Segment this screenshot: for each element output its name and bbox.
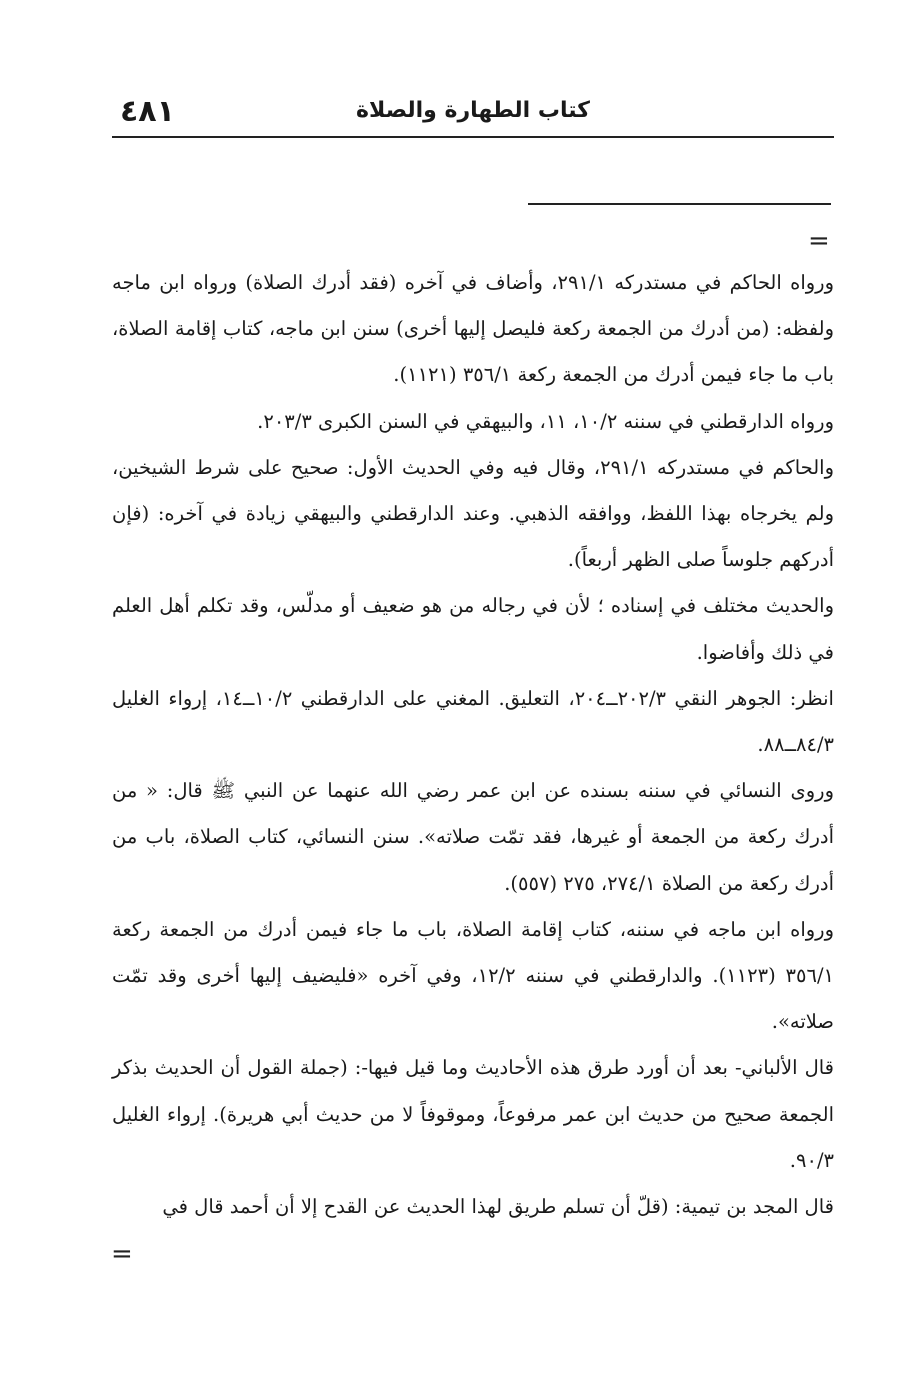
footnote-paragraph: وروى النسائي في سننه بسنده عن ابن عمر رضي الله عنهما عن النبي ﷺ قال: « من أدرك ركعة من الجمعة أو غيرها، فقد تمّت صلاته». سنن النسائي، كتاب الصلاة، باب من أدرك ركعة من الصلاة ٢٧٤/١، ٢٧٥ (٥٥٧).	[112, 779, 834, 895]
footnote-paragraph: انظر: الجوهر النقي ٢٠٢/٣ــ٢٠٤، التعليق. المغني على الدارقطني ١٠/٢ــ١٤، إرواء الغليل ٨٤/٣ــ٨٨.	[112, 686, 834, 757]
footnote-paragraph: ورواه ابن ماجه في سننه، كتاب إقامة الصلاة، باب ما جاء فيمن أدرك من الجمعة ركعة ٣٥٦/١ (١١٢٣). والدارقطني في سننه ١٢/٢، وفي آخره «فليضيف إليها أخرى وقد تمّت صلاته».	[112, 917, 835, 1034]
continuation-mark-top: =	[808, 226, 830, 256]
footnote-paragraph: والحديث مختلف في إسناده ؛ لأن في رجاله من هو ضعيف أو مدلّس، وقد تكلم أهل العلم في ذلك وأفاضوا.	[112, 594, 834, 664]
page-header	[112, 92, 834, 138]
footnote-paragraph: ورواه الحاكم في مستدركه ٢٩١/١، وأضاف في آخره (فقد أدرك الصلاة) ورواه ابن ماجه ولفظه: (من أدرك من الجمعة ركعة فليصل إليها أخرى) سنن ابن ماجه، كتاب إقامة الصلاة، باب ما جاء فيمن أدرك من الجمعة ركعة ٣٥٦/١ (١١٢١).	[112, 271, 834, 387]
footnote-body	[112, 260, 834, 1230]
continuation-mark-bottom: =	[111, 1239, 133, 1269]
page-number: ٤٨١	[120, 94, 175, 129]
footnote-paragraph: قال المجد بن تيمية: (قلّ أن تسلم طريق لهذا الحديث عن القدح إلا أن أحمد قال في	[162, 1195, 834, 1219]
running-title: كتاب الطهارة والصلاة	[356, 98, 590, 123]
footnote-paragraph: والحاكم في مستدركه ٢٩١/١، وقال فيه وفي الحديث الأول: صحيح على شرط الشيخين، ولم يخرجاه بهذا اللفظ، ووافقه الذهبي. وعند الدارقطني والبيهقي زيادة في آخره: (فإن أدركهم جلوساً صلى الظهر أربعاً).	[112, 455, 835, 572]
footnote-separator	[528, 203, 831, 205]
footnote-paragraph: قال الألباني- بعد أن أورد طرق هذه الأحاديث وما قيل فيها-: (جملة القول أن الحديث بذكر الجمعة صحيح من حديث ابن عمر مرفوعاً، وموقوفاً لا من حديث أبي هريرة). إرواء الغليل ٩٠/٣.	[112, 1056, 834, 1172]
footnote-paragraph: ورواه الدارقطني في سننه ١٠/٢، ١١، والبيهقي في السنن الكبرى ٢٠٣/٣.	[257, 409, 834, 433]
